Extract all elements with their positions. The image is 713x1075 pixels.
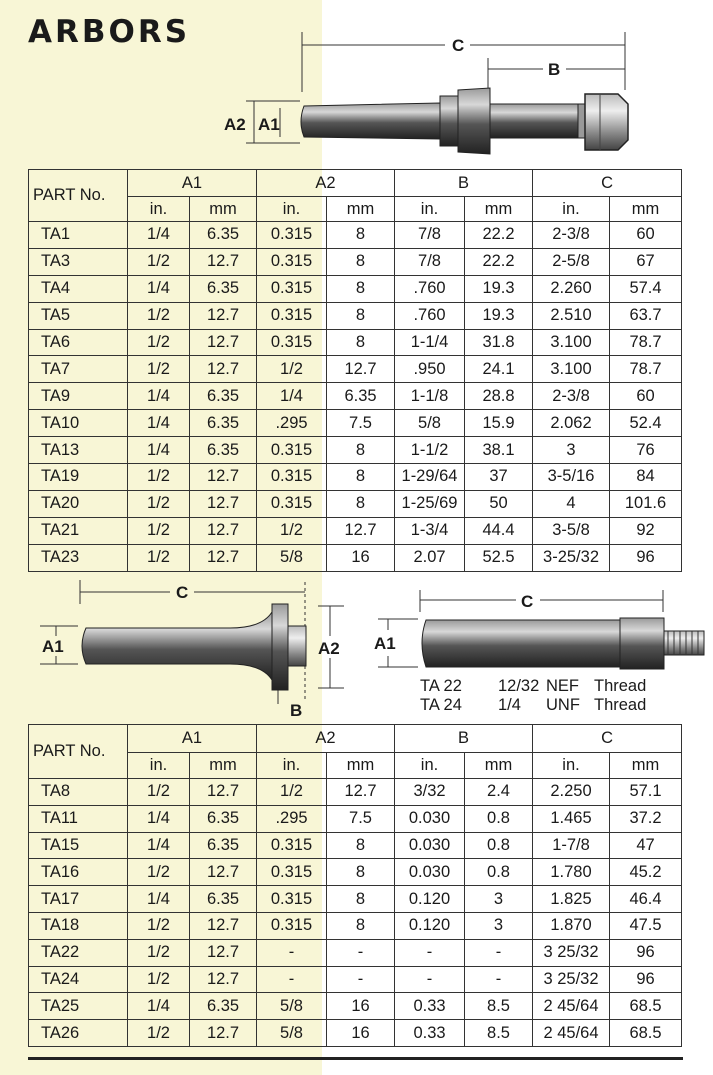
table-cell: 1/2 xyxy=(128,517,190,544)
thread-note-type: Thread xyxy=(594,677,647,695)
table-cell: 84 xyxy=(610,464,682,491)
thread-note-standard: UNF xyxy=(546,696,580,714)
table-row xyxy=(29,329,682,356)
table-row xyxy=(29,437,682,464)
table-cell: 12.7 xyxy=(190,966,257,993)
part-number-cell: TA11 xyxy=(29,805,128,832)
thread-note-size: 12/32 xyxy=(498,677,540,695)
table-row xyxy=(29,912,682,939)
table-row xyxy=(29,993,682,1020)
column-group-header-c: C xyxy=(533,725,682,753)
table-cell: 60 xyxy=(610,383,682,410)
table-cell: 0.030 xyxy=(395,832,465,859)
dim-label-c: C xyxy=(176,583,189,602)
table-cell: 12.7 xyxy=(190,544,257,571)
table-cell: 3 xyxy=(465,912,533,939)
table-cell: .295 xyxy=(257,805,327,832)
dim-label-b: B xyxy=(548,60,561,79)
table-cell: 8 xyxy=(327,912,395,939)
unit-header: in. xyxy=(395,753,465,779)
table-cell: 1/2 xyxy=(128,939,190,966)
thread-note-standard: NEF xyxy=(546,677,579,695)
top-arbor-diagram xyxy=(224,32,628,154)
table-cell: 1-29/64 xyxy=(395,464,465,491)
table-cell: 8.5 xyxy=(465,1020,533,1047)
table-cell: 7.5 xyxy=(327,805,395,832)
table-cell: 1/2 xyxy=(128,302,190,329)
table-cell: 16 xyxy=(327,1020,395,1047)
column-group-header-a1: A1 xyxy=(128,170,257,197)
table-cell: 0.33 xyxy=(395,993,465,1020)
table-cell: 60 xyxy=(610,222,682,249)
table-row xyxy=(29,464,682,491)
table-cell: 8 xyxy=(327,859,395,886)
table-cell: 1/4 xyxy=(128,993,190,1020)
part-number-cell: TA1 xyxy=(29,222,128,249)
pilot-shape xyxy=(288,626,306,666)
table-row xyxy=(29,1020,682,1047)
table-cell: 19.3 xyxy=(465,302,533,329)
table-cell: 3 xyxy=(465,886,533,913)
table-cell: 3.100 xyxy=(533,329,610,356)
table-cell: 78.7 xyxy=(610,356,682,383)
table-cell: 8 xyxy=(327,437,395,464)
table-cell: 1/4 xyxy=(128,805,190,832)
table-cell: 6.35 xyxy=(190,832,257,859)
column-header-part-no: PART No. xyxy=(29,170,128,222)
table-cell: 0.315 xyxy=(257,859,327,886)
collar-shape xyxy=(620,618,664,669)
table-cell: - xyxy=(465,966,533,993)
table-cell: 1.780 xyxy=(533,859,610,886)
table-cell: 1/2 xyxy=(128,912,190,939)
unit-header: mm xyxy=(465,753,533,779)
table-cell: 0.120 xyxy=(395,912,465,939)
table-cell: 0.315 xyxy=(257,464,327,491)
table-cell: 52.4 xyxy=(610,410,682,437)
table-cell: - xyxy=(327,966,395,993)
part-number-cell: TA26 xyxy=(29,1020,128,1047)
unit-header: in. xyxy=(257,197,327,222)
table-cell: 8 xyxy=(327,490,395,517)
table-cell: 8 xyxy=(327,222,395,249)
table-cell: - xyxy=(465,939,533,966)
flange-shape xyxy=(272,604,288,690)
table-cell: 12.7 xyxy=(190,779,257,806)
table-cell: 15.9 xyxy=(465,410,533,437)
table-row xyxy=(29,805,682,832)
middle-right-arbor-diagram xyxy=(374,590,704,669)
part-number-cell: TA7 xyxy=(29,356,128,383)
table-row xyxy=(29,222,682,249)
table-cell: 2 45/64 xyxy=(533,1020,610,1047)
part-number-cell: TA5 xyxy=(29,302,128,329)
shaft-shape xyxy=(82,612,272,680)
table-row xyxy=(29,886,682,913)
table-cell: 63.7 xyxy=(610,302,682,329)
table-cell: 6.35 xyxy=(327,383,395,410)
unit-header: mm xyxy=(190,197,257,222)
table-row xyxy=(29,939,682,966)
table-cell: 7.5 xyxy=(327,410,395,437)
table-cell: 12.7 xyxy=(190,248,257,275)
unit-header: mm xyxy=(610,197,682,222)
table-cell: 68.5 xyxy=(610,1020,682,1047)
table-cell: 16 xyxy=(327,993,395,1020)
table-cell: 96 xyxy=(610,544,682,571)
table-cell: 8 xyxy=(327,302,395,329)
table-cell: 0.315 xyxy=(257,248,327,275)
table-cell: 1/2 xyxy=(128,464,190,491)
table-cell: - xyxy=(257,966,327,993)
table-cell: 2.260 xyxy=(533,275,610,302)
thread-note-part: TA 22 xyxy=(420,677,462,695)
table-cell: 78.7 xyxy=(610,329,682,356)
table-cell: 0.315 xyxy=(257,437,327,464)
table-cell: 22.2 xyxy=(465,248,533,275)
table-row xyxy=(29,544,682,571)
table-cell: 31.8 xyxy=(465,329,533,356)
arbor-spec-table-2 xyxy=(28,724,682,1047)
table-cell: 3 xyxy=(533,437,610,464)
table-cell: .295 xyxy=(257,410,327,437)
table-row xyxy=(29,517,682,544)
collar-shape xyxy=(440,96,458,146)
table-row xyxy=(29,383,682,410)
table-cell: 1/4 xyxy=(128,383,190,410)
dim-label-a2: A2 xyxy=(318,639,340,658)
unit-header: mm xyxy=(610,753,682,779)
unit-header: in. xyxy=(395,197,465,222)
table-cell: 19.3 xyxy=(465,275,533,302)
table-body xyxy=(29,222,682,572)
table-cell: 92 xyxy=(610,517,682,544)
table-cell: 0.315 xyxy=(257,912,327,939)
table-cell: 38.1 xyxy=(465,437,533,464)
table-cell: 6.35 xyxy=(190,805,257,832)
table-cell: 45.2 xyxy=(610,859,682,886)
table-cell: 8.5 xyxy=(465,993,533,1020)
table-cell: 1.825 xyxy=(533,886,610,913)
part-number-cell: TA18 xyxy=(29,912,128,939)
table-cell: 12.7 xyxy=(190,302,257,329)
dim-label-a1: A1 xyxy=(258,115,280,134)
table-cell: 1-1/4 xyxy=(395,329,465,356)
table-cell: - xyxy=(395,939,465,966)
table-cell: 1/2 xyxy=(257,779,327,806)
table-cell: 1/4 xyxy=(128,275,190,302)
table-cell: 12.7 xyxy=(190,490,257,517)
table-cell: 1/2 xyxy=(128,544,190,571)
dim-label-a1: A1 xyxy=(42,637,64,656)
table-cell: 6.35 xyxy=(190,383,257,410)
table-row xyxy=(29,779,682,806)
table-cell: 6.35 xyxy=(190,437,257,464)
table-cell: 24.1 xyxy=(465,356,533,383)
table-cell: 12.7 xyxy=(327,779,395,806)
table-cell: 1/4 xyxy=(128,886,190,913)
table-cell: 12.7 xyxy=(190,859,257,886)
table-cell: 1/2 xyxy=(128,490,190,517)
table-cell: 37.2 xyxy=(610,805,682,832)
page-title: ARBORS xyxy=(28,14,191,50)
part-number-cell: TA3 xyxy=(29,248,128,275)
part-number-cell: TA17 xyxy=(29,886,128,913)
part-number-cell: TA6 xyxy=(29,329,128,356)
column-group-header-b: B xyxy=(395,725,533,753)
table-cell: 44.4 xyxy=(465,517,533,544)
table-cell: 1/2 xyxy=(128,329,190,356)
table-row xyxy=(29,410,682,437)
table-cell: 6.35 xyxy=(190,410,257,437)
table-cell: 2.062 xyxy=(533,410,610,437)
table-body xyxy=(29,779,682,1047)
table-cell: 47.5 xyxy=(610,912,682,939)
table-cell: 0.315 xyxy=(257,832,327,859)
table-cell: 1/2 xyxy=(128,248,190,275)
table-cell: 8 xyxy=(327,248,395,275)
table-row xyxy=(29,356,682,383)
table-cell: 1/4 xyxy=(128,410,190,437)
table-cell: 1/4 xyxy=(128,222,190,249)
table-cell: 5/8 xyxy=(257,544,327,571)
table-row xyxy=(29,966,682,993)
table-row xyxy=(29,248,682,275)
part-number-cell: TA24 xyxy=(29,966,128,993)
table-cell: 1/4 xyxy=(128,437,190,464)
table-cell: 1/2 xyxy=(128,859,190,886)
table-cell: 96 xyxy=(610,966,682,993)
table-cell: 3.100 xyxy=(533,356,610,383)
table-row xyxy=(29,832,682,859)
table-cell: 8 xyxy=(327,886,395,913)
unit-header: mm xyxy=(327,753,395,779)
table-cell: 4 xyxy=(533,490,610,517)
table-cell: 0.315 xyxy=(257,302,327,329)
part-number-cell: TA21 xyxy=(29,517,128,544)
table-cell: 3/32 xyxy=(395,779,465,806)
table-cell: 57.1 xyxy=(610,779,682,806)
table-cell: 12.7 xyxy=(190,356,257,383)
table-cell: 12.7 xyxy=(327,356,395,383)
table-cell: 1-7/8 xyxy=(533,832,610,859)
table-row xyxy=(29,859,682,886)
table-cell: 68.5 xyxy=(610,993,682,1020)
table-cell: 5/8 xyxy=(257,1020,327,1047)
table-cell: 0.315 xyxy=(257,886,327,913)
table-cell: .950 xyxy=(395,356,465,383)
table-cell: .760 xyxy=(395,302,465,329)
table-cell: 2.4 xyxy=(465,779,533,806)
table-cell: 0.315 xyxy=(257,490,327,517)
table-cell: 12.7 xyxy=(190,1020,257,1047)
table-cell: 1/4 xyxy=(128,832,190,859)
table-cell: 1/2 xyxy=(128,1020,190,1047)
table-cell: 52.5 xyxy=(465,544,533,571)
shaft-shape xyxy=(301,103,440,139)
table-cell: - xyxy=(395,966,465,993)
table-cell: 12.7 xyxy=(190,464,257,491)
table-cell: 22.2 xyxy=(465,222,533,249)
flange-shape xyxy=(458,88,490,154)
table-cell: 12.7 xyxy=(327,517,395,544)
dim-label-c: C xyxy=(521,592,534,611)
part-number-cell: TA13 xyxy=(29,437,128,464)
table-cell: 12.7 xyxy=(190,517,257,544)
table-cell: 6.35 xyxy=(190,993,257,1020)
unit-header: mm xyxy=(190,753,257,779)
dim-label-a1: A1 xyxy=(374,634,396,653)
table-cell: 5/8 xyxy=(257,993,327,1020)
part-number-cell: TA20 xyxy=(29,490,128,517)
table-cell: 1/2 xyxy=(257,517,327,544)
table-cell: 1/2 xyxy=(128,966,190,993)
unit-header: mm xyxy=(465,197,533,222)
shaft-shape xyxy=(422,620,620,667)
table-cell: 8 xyxy=(327,329,395,356)
table-cell: 28.8 xyxy=(465,383,533,410)
table-cell: 47 xyxy=(610,832,682,859)
table-cell: 2 45/64 xyxy=(533,993,610,1020)
table-cell: 3-5/8 xyxy=(533,517,610,544)
table-cell: 5/8 xyxy=(395,410,465,437)
table-cell: 1.870 xyxy=(533,912,610,939)
table-cell: 0.030 xyxy=(395,859,465,886)
part-number-cell: TA16 xyxy=(29,859,128,886)
table-cell: - xyxy=(257,939,327,966)
table-cell: 8 xyxy=(327,464,395,491)
table-cell: 3-25/32 xyxy=(533,544,610,571)
table-cell: 37 xyxy=(465,464,533,491)
table-row xyxy=(29,302,682,329)
column-group-header-c: C xyxy=(533,170,682,197)
column-header-part-no: PART No. xyxy=(29,725,128,779)
table-cell: 1-3/4 xyxy=(395,517,465,544)
table-cell: 12.7 xyxy=(190,912,257,939)
table-cell: 2.07 xyxy=(395,544,465,571)
table-cell: 1/2 xyxy=(128,779,190,806)
table-cell: 6.35 xyxy=(190,886,257,913)
column-group-header-b: B xyxy=(395,170,533,197)
table-cell: 0.8 xyxy=(465,805,533,832)
table-cell: 96 xyxy=(610,939,682,966)
dim-label-c: C xyxy=(452,36,465,55)
table-cell: 46.4 xyxy=(610,886,682,913)
column-group-header-a2: A2 xyxy=(257,170,395,197)
part-number-cell: TA22 xyxy=(29,939,128,966)
unit-header: in. xyxy=(128,753,190,779)
table-cell: 8 xyxy=(327,275,395,302)
thread-note-row xyxy=(420,696,646,715)
table-cell: 2-3/8 xyxy=(533,222,610,249)
table-cell: .760 xyxy=(395,275,465,302)
table-cell: 0.8 xyxy=(465,859,533,886)
table-cell: 0.33 xyxy=(395,1020,465,1047)
part-number-cell: TA9 xyxy=(29,383,128,410)
dim-label-b: B xyxy=(290,701,303,720)
table-cell: 1/4 xyxy=(257,383,327,410)
table-cell: 2-3/8 xyxy=(533,383,610,410)
table-cell: 12.7 xyxy=(190,939,257,966)
table-cell: 101.6 xyxy=(610,490,682,517)
unit-header: in. xyxy=(533,197,610,222)
thread-note-type: Thread xyxy=(594,696,647,714)
table-cell: 12.7 xyxy=(190,329,257,356)
table-cell: 76 xyxy=(610,437,682,464)
table-cell: 67 xyxy=(610,248,682,275)
table-cell: 1/2 xyxy=(257,356,327,383)
part-number-cell: TA8 xyxy=(29,779,128,806)
table-cell: 1-25/69 xyxy=(395,490,465,517)
table-cell: 7/8 xyxy=(395,222,465,249)
table-cell: 16 xyxy=(327,544,395,571)
thread-note-part: TA 24 xyxy=(420,696,462,714)
table-cell: 1-1/2 xyxy=(395,437,465,464)
bottom-rule xyxy=(28,1057,683,1060)
part-number-cell: TA10 xyxy=(29,410,128,437)
unit-header: in. xyxy=(128,197,190,222)
hex-nut-shape xyxy=(585,94,628,150)
part-number-cell: TA15 xyxy=(29,832,128,859)
table-cell: 0.8 xyxy=(465,832,533,859)
table-cell: 2.250 xyxy=(533,779,610,806)
part-number-cell: TA23 xyxy=(29,544,128,571)
table-cell: 1-1/8 xyxy=(395,383,465,410)
table-cell: 7/8 xyxy=(395,248,465,275)
table-cell: 6.35 xyxy=(190,222,257,249)
table-cell: 50 xyxy=(465,490,533,517)
unit-header: mm xyxy=(327,197,395,222)
table-cell: 2-5/8 xyxy=(533,248,610,275)
dim-label-a2: A2 xyxy=(224,115,246,134)
middle-left-arbor-diagram xyxy=(40,580,344,720)
table-cell: 0.030 xyxy=(395,805,465,832)
column-group-header-a2: A2 xyxy=(257,725,395,753)
table-cell: 0.315 xyxy=(257,222,327,249)
unit-header: in. xyxy=(257,753,327,779)
table-row xyxy=(29,275,682,302)
table-cell: 6.35 xyxy=(190,275,257,302)
part-number-cell: TA25 xyxy=(29,993,128,1020)
table-cell: 3-5/16 xyxy=(533,464,610,491)
table-cell: 8 xyxy=(327,832,395,859)
table-row xyxy=(29,490,682,517)
table-cell: 57.4 xyxy=(610,275,682,302)
table-cell: 1.465 xyxy=(533,805,610,832)
thread-note-size: 1/4 xyxy=(498,696,521,714)
table-cell: 3 25/32 xyxy=(533,939,610,966)
unit-header: in. xyxy=(533,753,610,779)
table-cell: 2.510 xyxy=(533,302,610,329)
arbor-spec-table-1 xyxy=(28,169,682,572)
part-number-cell: TA19 xyxy=(29,464,128,491)
spindle-shape xyxy=(490,104,580,138)
column-group-header-a1: A1 xyxy=(128,725,257,753)
table-cell: 0.315 xyxy=(257,275,327,302)
table-cell: - xyxy=(327,939,395,966)
table-cell: 0.120 xyxy=(395,886,465,913)
part-number-cell: TA4 xyxy=(29,275,128,302)
table-cell: 0.315 xyxy=(257,329,327,356)
thread-note-row xyxy=(420,677,646,696)
table-cell: 3 25/32 xyxy=(533,966,610,993)
table-cell: 1/2 xyxy=(128,356,190,383)
